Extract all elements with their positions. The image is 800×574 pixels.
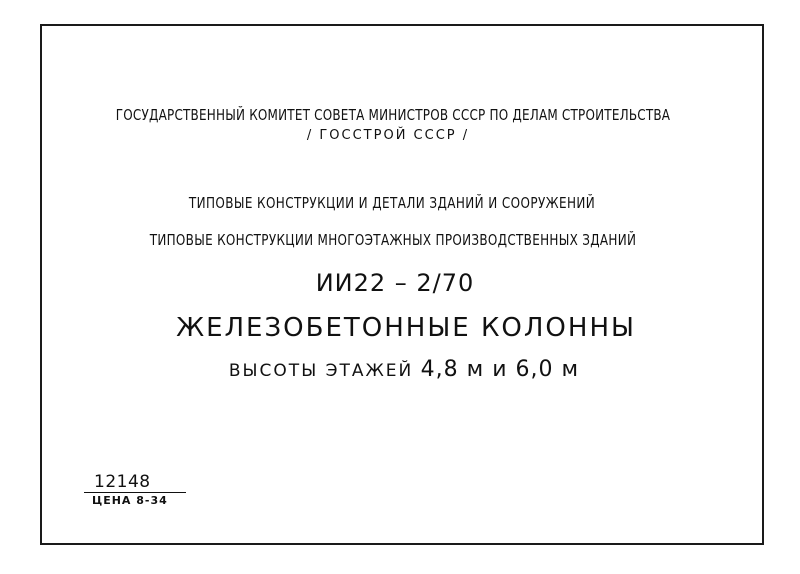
agency-short-name: / ГОССТРОЙ СССР / [306, 128, 470, 143]
subtitle-values: 4,8 м и 6,0 м [420, 357, 580, 382]
catalog-number: 12148 [84, 472, 186, 493]
document-title: ЖЕЛЕЗОБЕТОННЫЕ КОЛОННЫ [176, 313, 636, 343]
document-code: ИИ22 – 2/70 [315, 269, 475, 297]
series-title: ТИПОВЫЕ КОНСТРУКЦИИ И ДЕТАЛИ ЗДАНИЙ И СООРУЖЕНИЙ [188, 194, 596, 212]
document-subtitle [0, 357, 800, 382]
catalog-stamp [84, 472, 176, 509]
subseries-title: ТИПОВЫЕ КОНСТРУКЦИИ МНОГОЭТАЖНЫХ ПРОИЗВОДСТВЕННЫХ ЗДАНИЙ [149, 231, 637, 249]
subtitle-prefix: ВЫСОТЫ ЭТАЖЕЙ [228, 361, 414, 381]
price-label: ЦЕНА 8-34 [92, 494, 168, 507]
agency-name: ГОСУДАРСТВЕННЫЙ КОМИТЕТ СОВЕТА МИНИСТРОВ СССР ПО ДЕЛАМ СТРОИТЕЛЬСТВА [115, 106, 671, 124]
